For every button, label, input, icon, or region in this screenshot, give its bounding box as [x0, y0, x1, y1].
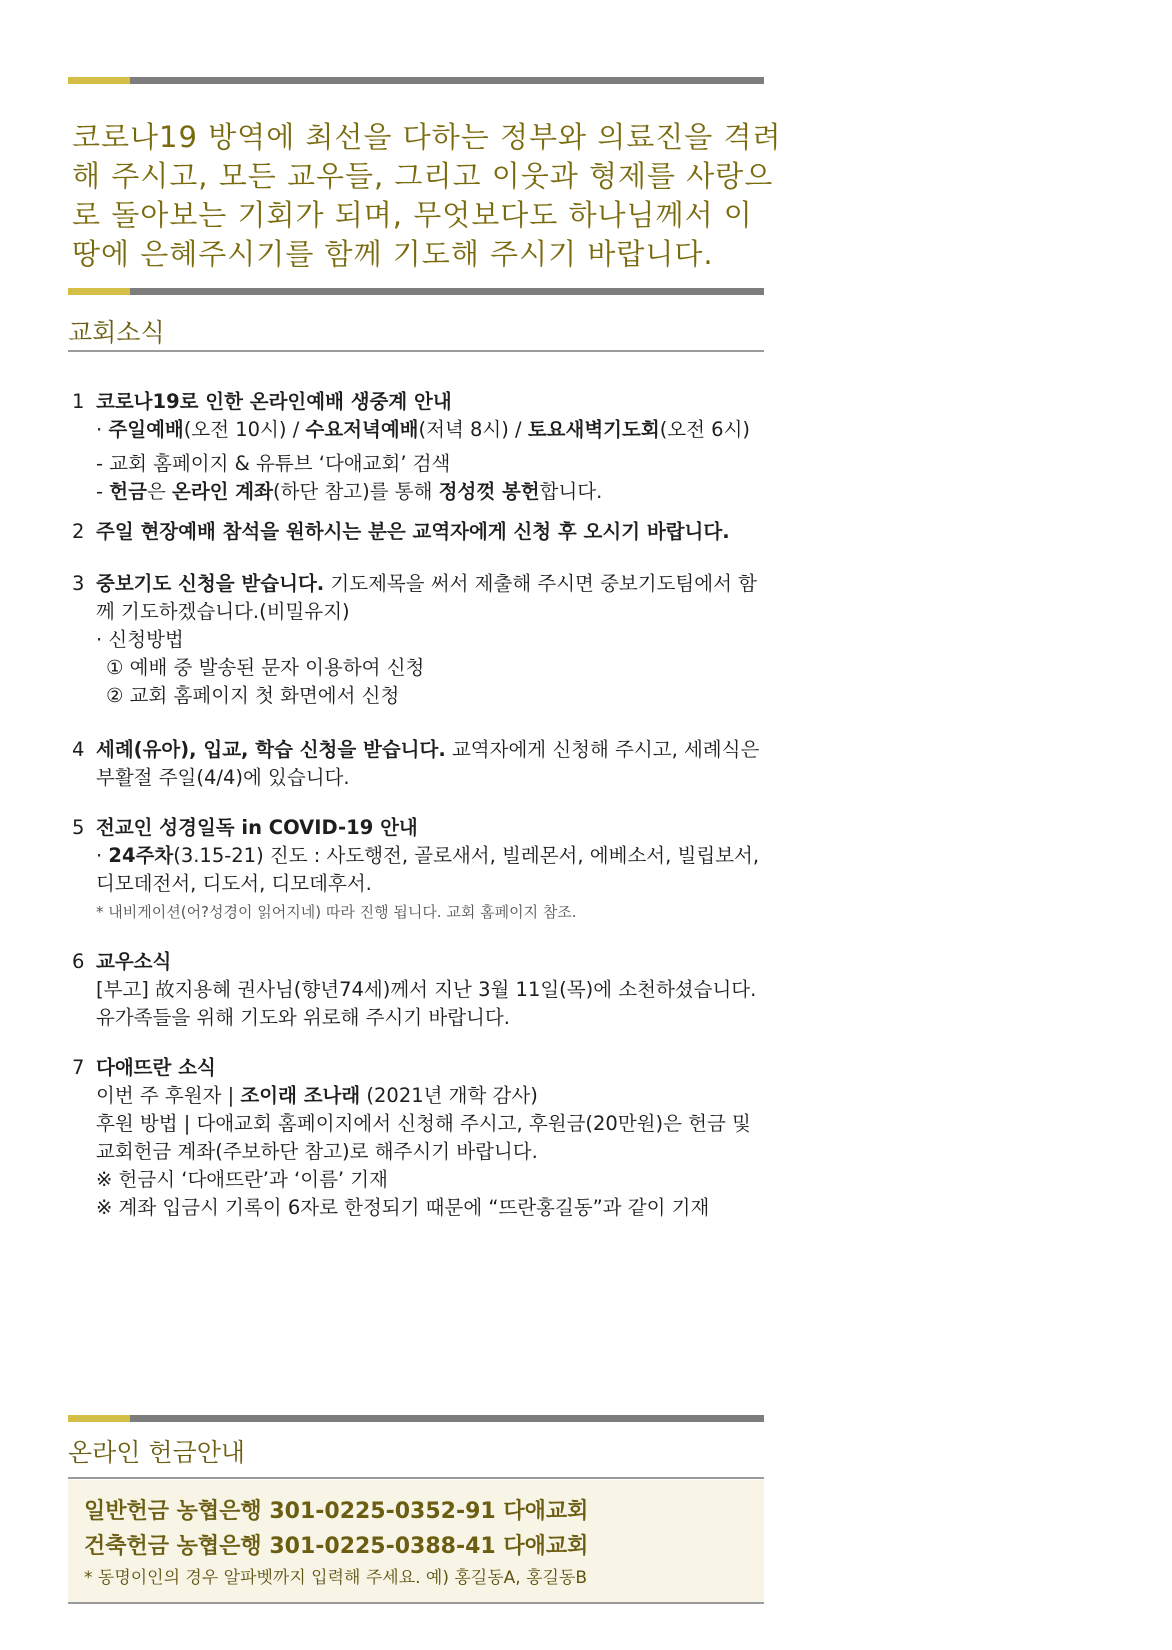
news-item-3: [72, 570, 772, 710]
item-number: 6: [72, 950, 85, 973]
text: 기도제목을 써서 제출해 주시면 중보기도팀에서 함: [324, 572, 757, 595]
news-item-7: [72, 1054, 772, 1222]
item-body: 후원 방법 | 다애교회 홈페이지에서 신청해 주시고, 후원금(20만원)은 헌금 및: [96, 1112, 751, 1135]
prayer-line: 해 주시고, 모든 교우들, 그리고 이웃과 형제를 사랑으: [72, 159, 774, 193]
apply-option-2: ② 교회 홈페이지 첫 화면에서 신청: [106, 684, 400, 707]
building-offering-account: 건축헌금 농협은행 301-0225-0388-41 다애교회: [84, 1534, 589, 1559]
reading-week: [96, 842, 772, 870]
item-heading: 중보기도 신청을 받습니다.: [96, 572, 325, 595]
news-item-6: [72, 948, 772, 1032]
text: -: [96, 480, 110, 503]
prayer-line: 로 돌아보는 기회가 되며, 무엇보다도 하나님께서 이: [72, 198, 753, 232]
news-title-underline: [68, 350, 764, 352]
news-section-title: 교회소식: [68, 318, 165, 347]
offering-note: * 동명이인의 경우 알파벳까지 입력해 주세요. 예) 홍길동A, 홍길동B: [84, 1568, 588, 1588]
item-number: 1: [72, 390, 85, 413]
news-item-5: [72, 814, 772, 926]
item-note: ※ 헌금시 ‘다애뜨란’과 ‘이름’ 기재: [96, 1168, 388, 1191]
text: (하단 참고)를 통해: [272, 480, 439, 503]
news-item-4: [72, 736, 772, 792]
item-note: ※ 계좌 입금시 기록이 6자로 한정되기 때문에 “뜨란홍길동”과 같이 기재: [96, 1196, 710, 1219]
reading-books: 디모데전서, 디도서, 디모데후서.: [96, 872, 372, 895]
offering-accounts-box: [68, 1480, 764, 1604]
item-number: 5: [72, 816, 85, 839]
text: 합니다.: [539, 480, 603, 503]
text: 은: [146, 480, 172, 503]
item-heading: 다애뜨란 소식: [96, 1056, 216, 1079]
item-body: [96, 736, 772, 764]
prayer-paragraph: [72, 118, 782, 274]
item-number: 2: [72, 520, 85, 543]
reading-note: * 내비게이션(어?성경이 읽어지네) 따라 진행 됩니다. 교회 홈페이지 참조.: [96, 903, 577, 921]
week-label: 24주차: [108, 844, 174, 867]
item-heading: 주일 현장예배 참석을 원하시는 분은 교역자에게 신청 후 오시기 바랍니다.: [96, 520, 730, 543]
text: 헌금: [109, 480, 147, 503]
item-number: 3: [72, 572, 85, 595]
sunday-worship: 주일예배: [108, 418, 184, 441]
offering-guide: [96, 478, 772, 506]
news-item-2: [72, 518, 772, 546]
item-number: 4: [72, 738, 85, 761]
text: 교역자에게 신청해 주시고, 세례식은: [445, 738, 760, 761]
prayer-line: 코로나19 방역에 최선을 다하는 정부와 의료진을 격려: [72, 120, 782, 154]
item-heading: 코로나19로 인한 온라인예배 생중계 안내: [96, 390, 452, 413]
divider-accent: [68, 1415, 130, 1422]
saturday-prayer: 토요새벽기도회: [527, 418, 660, 441]
item-number: 7: [72, 1056, 85, 1079]
item-body: 교회헌금 계좌(주보하단 참고)로 해주시기 바랍니다.: [96, 1140, 538, 1163]
wednesday-time: (저녁 8시) /: [418, 418, 528, 441]
item-body: 부활절 주일(4/4)에 있습니다.: [96, 766, 350, 789]
text: (3.15-21) 진도 : 사도행전, 골로새서, 빌레몬서, 에베소서, 빌립보서,: [173, 844, 760, 867]
top-divider: [68, 77, 764, 84]
sponsor-name: 조이래 조나래: [240, 1084, 361, 1107]
worship-times: [96, 416, 772, 444]
item-body: 유가족들을 위해 기도와 위로해 주시기 바랍니다.: [96, 1006, 510, 1029]
apply-option-1: ① 예배 중 발송된 문자 이용하여 신청: [106, 656, 425, 679]
offering-section-title: 온라인 헌금안내: [68, 1438, 245, 1467]
apply-method: · 신청방법: [96, 628, 184, 651]
news-item-1: [72, 388, 772, 506]
item-heading: 전교인 성경일독 in COVID-19 안내: [96, 816, 418, 839]
text: 온라인 계좌: [171, 480, 273, 503]
saturday-time: (오전 6시): [659, 418, 751, 441]
sunday-time: (오전 10시) /: [183, 418, 306, 441]
offering-title-underline: [68, 1477, 764, 1479]
text: 정성껏 봉헌: [438, 480, 540, 503]
item-heading: 교우소식: [96, 950, 172, 973]
text: 이번 주 후원자 |: [96, 1084, 241, 1107]
prayer-line: 땅에 은혜주시기를 함께 기도해 주시기 바랍니다.: [72, 237, 714, 271]
general-offering-account: 일반헌금 농협은행 301-0225-0352-91 다애교회: [84, 1499, 589, 1524]
offering-divider: [68, 1415, 764, 1422]
text: (2021년 개학 감사): [360, 1084, 538, 1107]
bullet: ·: [96, 844, 109, 867]
bullet: ·: [96, 418, 109, 441]
news-list: [72, 388, 772, 1222]
section-divider: [68, 288, 764, 295]
search-guide: - 교회 홈페이지 & 유튜브 ‘다애교회’ 검색: [96, 452, 451, 475]
sponsor-line: [96, 1082, 772, 1110]
wednesday-worship: 수요저녁예배: [305, 418, 419, 441]
divider-accent: [68, 288, 130, 295]
item-body: 께 기도하겠습니다.(비밀유지): [96, 600, 350, 623]
item-body: [96, 570, 772, 598]
item-heading: 세례(유아), 입교, 학습 신청을 받습니다.: [96, 738, 446, 761]
item-body: [부고] 故지용혜 권사님(향년74세)께서 지난 3월 11일(목)에 소천하셨습니다.: [96, 978, 757, 1001]
divider-accent: [68, 77, 130, 84]
